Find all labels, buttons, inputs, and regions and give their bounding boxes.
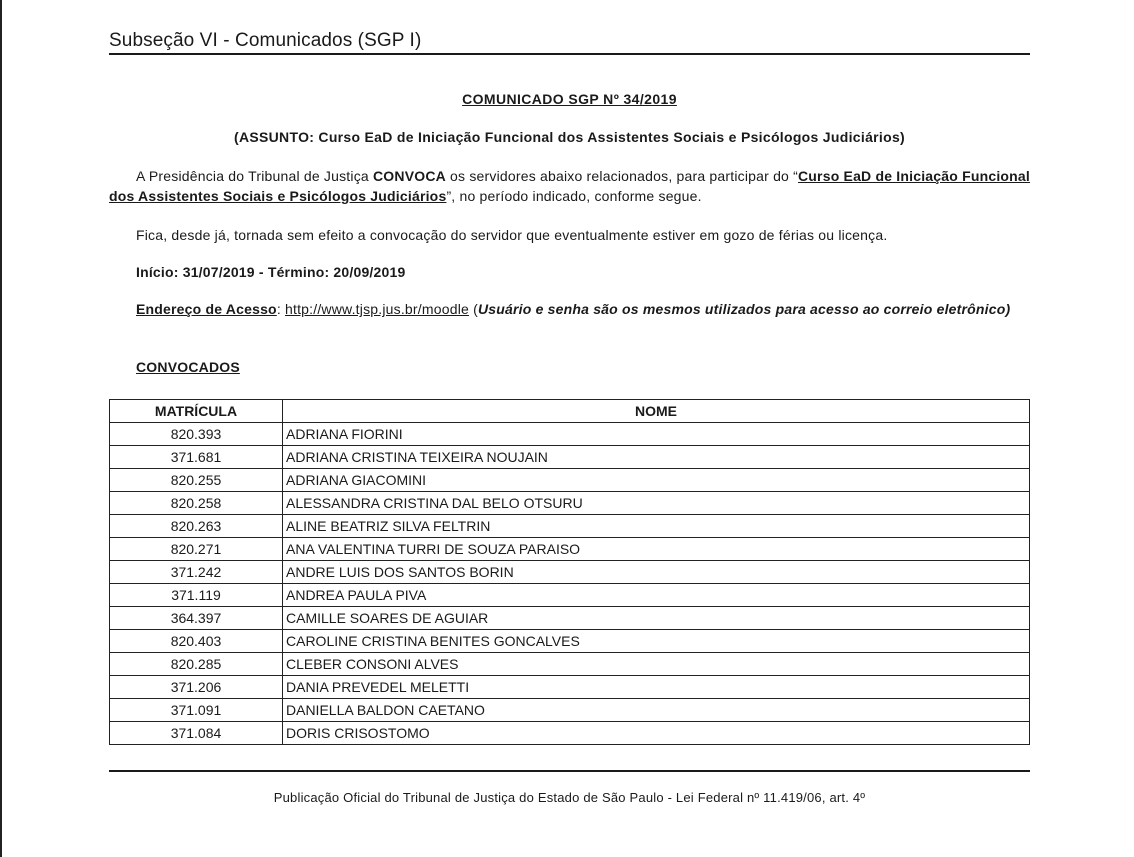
table-row — [110, 538, 1030, 561]
access-note: Usuário e senha são os mesmos utilizados para acesso ao correio eletrônico) — [477, 301, 1011, 317]
page-header — [109, 30, 1030, 55]
nome-cell: ADRIANA FIORINI — [283, 423, 1030, 446]
table-row — [110, 722, 1030, 745]
table-row — [110, 653, 1030, 676]
convocados-heading: CONVOCADOS — [136, 359, 240, 375]
table-row — [110, 561, 1030, 584]
nome-cell: ANA VALENTINA TURRI DE SOUZA PARAISO — [283, 538, 1030, 561]
matricula-cell: 371.119 — [110, 584, 283, 607]
table-header-row — [110, 400, 1030, 423]
matricula-cell: 371.242 — [110, 561, 283, 584]
matricula-cell: 820.271 — [110, 538, 283, 561]
nome-cell: CAMILLE SOARES DE AGUIAR — [283, 607, 1030, 630]
intro-paragraph — [109, 166, 1030, 206]
table-row — [110, 423, 1030, 446]
matricula-cell: 820.393 — [110, 423, 283, 446]
nome-cell: DANIELLA BALDON CAETANO — [283, 699, 1030, 722]
table-row — [110, 607, 1030, 630]
header-matricula: MATRÍCULA — [110, 400, 283, 423]
document-title: COMUNICADO SGP Nº 34/2019 — [462, 91, 677, 107]
page-edge — [0, 0, 2, 857]
matricula-cell: 820.285 — [110, 653, 283, 676]
notice-paragraph: Fica, desde já, tornada sem efeito a convocação do servidor que eventualmente estiver em gozo de férias ou licença. — [136, 227, 888, 243]
table-row — [110, 446, 1030, 469]
matricula-cell: 371.681 — [110, 446, 283, 469]
footer-rule — [109, 770, 1030, 772]
nome-cell: ANDREA PAULA PIVA — [283, 584, 1030, 607]
nome-cell: DORIS CRISOSTOMO — [283, 722, 1030, 745]
convocados-table — [109, 399, 1030, 745]
matricula-cell: 364.397 — [110, 607, 283, 630]
table-row — [110, 515, 1030, 538]
nome-cell: ALINE BEATRIZ SILVA FELTRIN — [283, 515, 1030, 538]
access-separator: : — [276, 301, 285, 317]
header-nome: NOME — [283, 400, 1030, 423]
nome-cell: ANDRE LUIS DOS SANTOS BORIN — [283, 561, 1030, 584]
matricula-cell: 371.091 — [110, 699, 283, 722]
access-label: Endereço de Acesso — [136, 301, 277, 317]
table-row — [110, 676, 1030, 699]
table-row — [110, 492, 1030, 515]
nome-cell: DANIA PREVEDEL MELETTI — [283, 676, 1030, 699]
matricula-cell: 820.258 — [110, 492, 283, 515]
nome-cell: CAROLINE CRISTINA BENITES GONCALVES — [283, 630, 1030, 653]
convoca-keyword: CONVOCA — [372, 168, 446, 184]
table-row — [110, 630, 1030, 653]
matricula-cell: 371.206 — [110, 676, 283, 699]
access-url-link[interactable]: http://www.tjsp.jus.br/moodle — [285, 301, 469, 317]
period-paragraph: Início: 31/07/2019 - Término: 20/09/2019 — [136, 264, 406, 280]
nome-cell: ADRIANA GIACOMINI — [283, 469, 1030, 492]
table-body — [110, 423, 1030, 745]
table-row — [110, 699, 1030, 722]
section-title: Subseção VI - Comunicados (SGP I) — [109, 30, 422, 51]
matricula-cell: 820.263 — [110, 515, 283, 538]
matricula-cell: 820.403 — [110, 630, 283, 653]
course-name: Curso EaD de Iniciação Funcional dos Assistentes Sociais e Psicólogos Judiciários — [109, 168, 1031, 204]
document-subject: (ASSUNTO: Curso EaD de Iniciação Funcional dos Assistentes Sociais e Psicólogos Judiciários) — [234, 129, 905, 145]
intro-text-middle: os servidores abaixo relacionados, para participar do “ — [445, 168, 798, 184]
access-note-open: ( — [469, 301, 478, 317]
access-paragraph — [109, 300, 1030, 319]
nome-cell: CLEBER CONSONI ALVES — [283, 653, 1030, 676]
table-row — [110, 469, 1030, 492]
matricula-cell: 820.255 — [110, 469, 283, 492]
intro-text-after: ”, no período indicado, conforme segue. — [446, 188, 702, 204]
nome-cell: ADRIANA CRISTINA TEIXEIRA NOUJAIN — [283, 446, 1030, 469]
matricula-cell: 371.084 — [110, 722, 283, 745]
nome-cell: ALESSANDRA CRISTINA DAL BELO OTSURU — [283, 492, 1030, 515]
intro-text-before: A Presidência do Tribunal de Justiça — [136, 168, 373, 184]
footer-text: Publicação Oficial do Tribunal de Justiça do Estado de São Paulo - Lei Federal nº 11.419/06, art. 4º — [273, 790, 866, 805]
table-row — [110, 584, 1030, 607]
